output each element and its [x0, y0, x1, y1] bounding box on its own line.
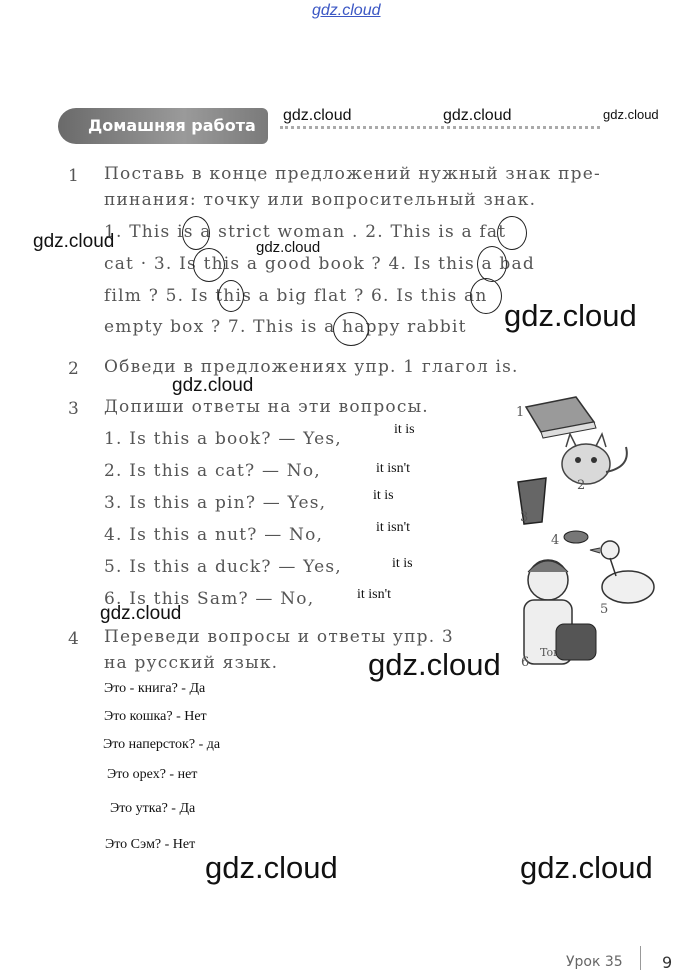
exercise-4-instruction-line1: Переведи вопросы и ответы упр. 3	[104, 627, 454, 647]
picture-number-4: 4	[551, 533, 560, 548]
watermark-top: gdz.cloud	[312, 2, 381, 19]
picture-number-5: 5	[600, 602, 609, 617]
exercise-1-line1: 1. This is a strict woman . 2. This is a fat	[104, 222, 507, 242]
watermark-8: gdz.cloud	[100, 603, 182, 624]
question-2: 2. Is this a cat? — No,	[104, 461, 321, 481]
exercise-1-number: 1	[68, 166, 79, 186]
picture-number-1: 1	[516, 405, 525, 420]
question-4: 4. Is this a nut? — No,	[104, 525, 324, 545]
exercise-1-line2: cat · 3. Is this a good book ? 4. Is this a bad	[104, 254, 535, 274]
picture-number-6: 6	[521, 655, 530, 670]
exercise-1-instruction-line2: пинания: точку или вопросительный знак.	[104, 190, 537, 210]
translation-3: Это наперсток? - да	[103, 737, 221, 752]
exercise-2-instruction: Обведи в предложениях упр. 1 глагол is.	[104, 357, 519, 377]
watermark-10: gdz.cloud	[205, 850, 338, 885]
is-circle-3	[193, 248, 225, 282]
nut-picture	[564, 531, 588, 543]
duck-picture	[602, 571, 654, 603]
page-number: 9	[662, 953, 673, 972]
exercise-3-number: 3	[68, 399, 79, 419]
answer-5: it is	[392, 556, 413, 571]
footer-divider	[640, 946, 641, 970]
exercise-1-line3: film ? 5. Is this a big flat ? 6. Is this an	[104, 286, 488, 306]
question-3: 3. Is this a pin? — Yes,	[104, 493, 327, 513]
banner-dots	[280, 126, 600, 129]
watermark-2: gdz.cloud	[443, 107, 512, 124]
translation-1: Это - книга? - Да	[104, 681, 206, 696]
exercise-1-line4: empty box ? 7. This is a happy rabbit	[104, 317, 467, 337]
question-6: 6. Is this Sam? — No,	[104, 589, 315, 609]
watermark-6: gdz.cloud	[504, 298, 637, 333]
picture-number-3: 3	[520, 510, 529, 525]
watermark-5: gdz.cloud	[256, 239, 321, 256]
is-circle-4	[477, 246, 507, 282]
section-title: Домашняя работа	[88, 116, 256, 135]
is-circle-5	[218, 280, 244, 312]
exercise-2-number: 2	[68, 359, 79, 379]
is-circle-7	[333, 312, 369, 346]
translation-2: Это кошка? - Нет	[104, 709, 207, 724]
exercise-4-instruction-line2: на русский язык.	[104, 653, 279, 673]
cat-picture	[562, 444, 610, 484]
translation-4: Это орех? - нет	[107, 767, 198, 782]
answer-6: it isn't	[357, 587, 392, 602]
exercise-1-instruction-line1: Поставь в конце предложений нужный знак пре-	[104, 164, 601, 184]
translation-6: Это Сэм? - Нет	[105, 837, 196, 852]
is-circle-1	[182, 216, 210, 250]
is-circle-6	[470, 278, 502, 314]
watermark-11: gdz.cloud	[520, 850, 653, 885]
picture-number-2: 2	[577, 478, 586, 493]
translation-5: Это утка? - Да	[110, 801, 196, 816]
exercise-3-instruction: Допиши ответы на эти вопросы.	[104, 397, 429, 417]
watermark-9: gdz.cloud	[368, 647, 501, 682]
question-5: 5. Is this a duck? — Yes,	[104, 557, 342, 577]
question-1: 1. Is this a book? — Yes,	[104, 429, 342, 449]
answer-2: it isn't	[376, 461, 411, 476]
watermark-3: gdz.cloud	[603, 107, 659, 122]
watermark-7: gdz.cloud	[172, 375, 254, 396]
answer-4: it isn't	[376, 520, 411, 535]
exercise-pictures	[506, 392, 676, 682]
boy-name-label: Tom	[540, 646, 564, 659]
answer-1: it is	[394, 422, 415, 437]
watermark-4: gdz.cloud	[33, 231, 115, 252]
lesson-label: Урок 35	[566, 954, 623, 970]
is-circle-2	[497, 216, 527, 250]
answer-3: it is	[373, 488, 394, 503]
exercise-4-number: 4	[68, 629, 79, 649]
watermark-1: gdz.cloud	[283, 107, 352, 124]
